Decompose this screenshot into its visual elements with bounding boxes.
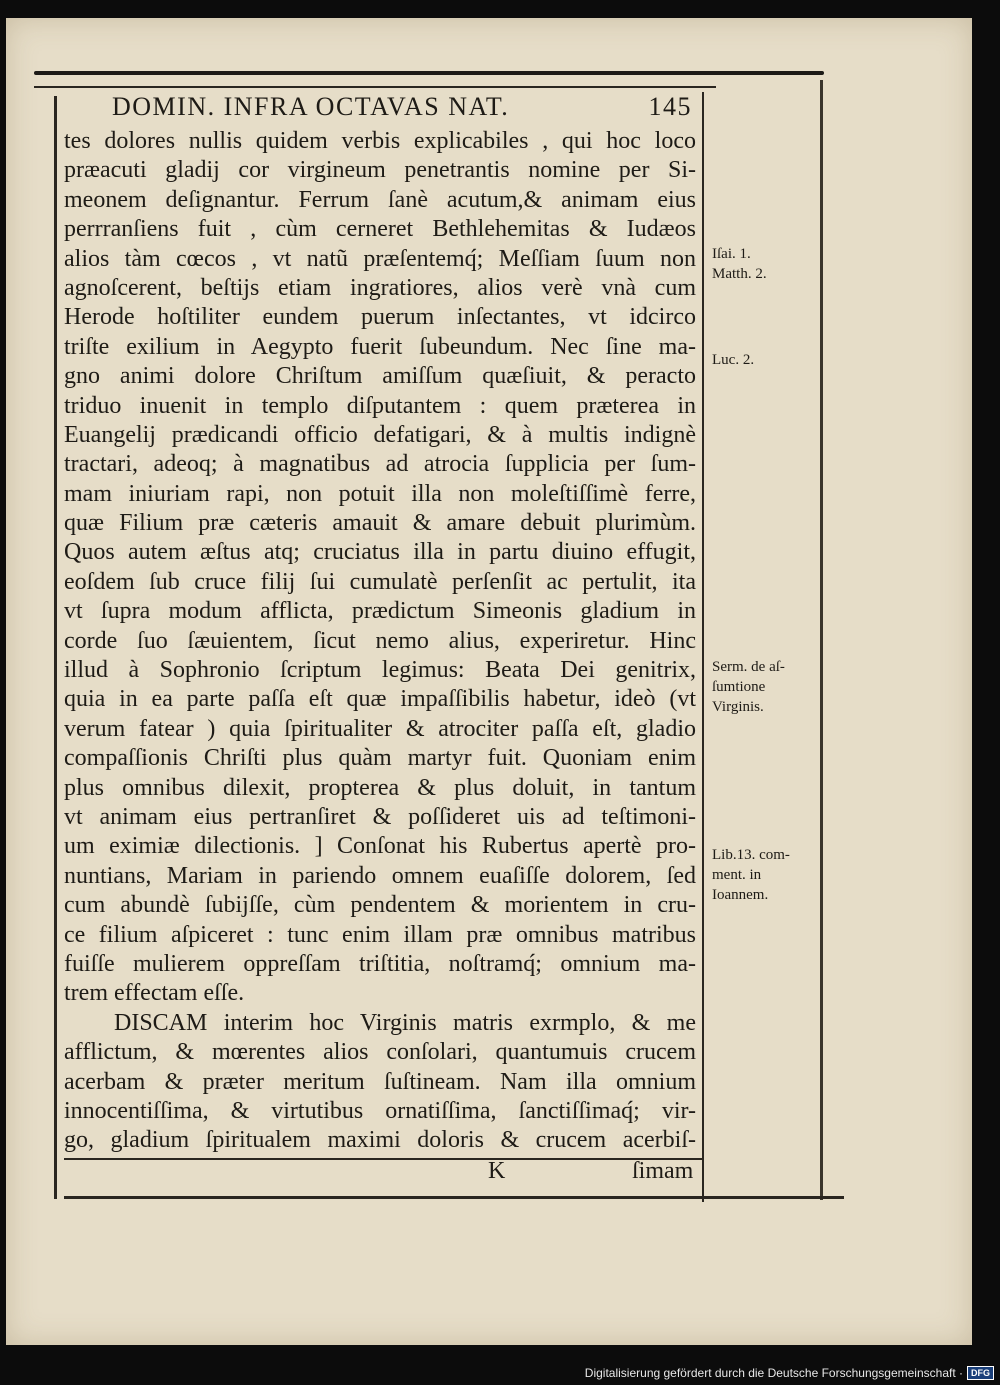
marginal-note-line: Ioannem. bbox=[712, 887, 769, 903]
footer-text: Digitalisierung gefördert durch die Deutsche Forschungsgemeinschaft · bbox=[584, 1366, 963, 1380]
text-line: tes dolores nullis quidem verbis explicabiles , qui hoc loco bbox=[64, 128, 696, 154]
text-line: eoſdem ſub cruce filij ſui cumulatè perſenſit ac pertulit, ita bbox=[64, 568, 696, 595]
text-line: um eximiæ dilectionis. ] Conſonat his Rubertus apertè pro- bbox=[64, 833, 696, 860]
running-title: DOMIN. INFRA OCTAVAS NAT. bbox=[112, 92, 510, 121]
left-border-rule bbox=[54, 96, 57, 1199]
text-column-right-rule bbox=[702, 92, 704, 1202]
running-header bbox=[112, 92, 692, 124]
text-line: acerbam & præter meritum ſuſtineam. Nam illa omnium bbox=[64, 1068, 696, 1095]
text-line: ce filium aſpiceret : tunc enim illam præ omnibus matribus bbox=[64, 921, 696, 948]
text-line: mam iniuriam rapi, non potuit illa non moleſtiſſimè ferre, bbox=[64, 480, 696, 507]
marginal-note-line: Matth. 2. bbox=[712, 266, 767, 282]
text-line: triduo inuenit in templo diſputantem : quem præterea in bbox=[64, 392, 696, 419]
marginal-note-line: Lib.13. com- bbox=[712, 847, 790, 863]
top-rule bbox=[34, 71, 824, 75]
marginal-note bbox=[712, 845, 822, 905]
text-line: alios tàm cœcos , vt natũ præſentemq́; Meſſiam ſuum non bbox=[64, 245, 696, 272]
text-line: compaſſionis Chriſti plus quàm martyr fuit. Quoniam enim bbox=[64, 745, 696, 772]
marginal-note-line: Luc. 2. bbox=[712, 352, 755, 368]
text-line: quia in ea parte paſſa eſt quæ impaſſibilis habetur, ideò (vt bbox=[64, 686, 696, 713]
text-line: gno animi dolore Chriſtum amiſſum quæſiuit, & peracto bbox=[64, 363, 696, 390]
marginal-note-line: Virginis. bbox=[712, 699, 764, 715]
catchword: ſimam bbox=[632, 1158, 694, 1184]
text-line: meonem deſignantur. Ferrum ſanè acutum,& animam eius bbox=[64, 186, 696, 213]
text-line: tractari, adeoq; à magnatibus ad atrocia ſupplicia per ſum- bbox=[64, 451, 696, 478]
marginal-note-line: ſumtione bbox=[712, 679, 766, 695]
marginal-note-line: Serm. de aſ- bbox=[712, 659, 785, 675]
bottom-border-rule bbox=[64, 1196, 844, 1199]
text-line: illud à Sophronio ſcriptum legimus: Beata Dei genitrix, bbox=[64, 657, 696, 684]
text-line: perrranſiens fuit , cùm cerneret Bethlehemitas & Iudæos bbox=[64, 216, 696, 243]
text-line: cum abundè ſubijſſe, cùm pendentem & morientem in cru- bbox=[64, 892, 696, 919]
text-line: corde ſuo ſæuientem, ſicut nemo alius, experiretur. Hinc bbox=[64, 627, 696, 654]
text-line: Quos autem æſtus atq; cruciatus illa in partu diuino effugit, bbox=[64, 539, 696, 566]
page-number: 145 bbox=[648, 92, 692, 121]
text-line: verum fatear ) quia ſpiritualiter & atrociter paſſa eſt, gladio bbox=[64, 715, 696, 742]
marginal-note-line: ment. in bbox=[712, 867, 762, 883]
header-rule bbox=[34, 86, 716, 88]
text-line: fuiſſe mulierem oppreſſam triſtitia, noſtramq́; omnium ma- bbox=[64, 950, 696, 977]
text-line: DISCAM interim hoc Virginis matris exrmplo, & me bbox=[114, 1009, 696, 1036]
text-line: nuntians, Mariam in pariendo omnem euaſiſſe dolorem, ſed bbox=[64, 862, 696, 889]
text-line: afflictum, & mœrentes alios conſolari, quantumuis crucem bbox=[64, 1039, 696, 1066]
marginal-note bbox=[712, 350, 822, 370]
text-line: Euangelij prædicandi officio defatigari, & à multis indignè bbox=[64, 421, 696, 448]
dfg-logo-icon: DFG bbox=[967, 1366, 994, 1380]
text-line: plus omnibus dilexit, propterea & plus doluit, in tantum bbox=[64, 774, 696, 801]
digitization-footer bbox=[585, 1366, 994, 1380]
marginal-note bbox=[712, 244, 822, 284]
marginal-note-line: Iſai. 1. bbox=[712, 246, 751, 262]
text-line: innocentiſſima, & virtutibus ornatiſſima, ſanctiſſimaq́; vir- bbox=[64, 1097, 696, 1124]
text-line: triſte exilium in Aegypto fuerit ſubeundum. Nec ſine ma- bbox=[64, 333, 696, 360]
text-line: præacuti gladij cor virgineum penetrantis nomine per Si- bbox=[64, 157, 696, 184]
body-text bbox=[64, 127, 696, 1156]
text-line: vt ſupra modum afflicta, prædictum Simeonis gladium in bbox=[64, 598, 696, 625]
text-line: go, gladium ſpiritualem maximi doloris & crucem acerbiſ- bbox=[64, 1127, 696, 1154]
text-line: Herode hoſtiliter eundem puerum inſectantes, vt idcirco bbox=[64, 304, 696, 331]
marginal-note bbox=[712, 657, 822, 717]
text-line: agnoſcerent, beſtijs etiam ingratiores, alios verè vnà cum bbox=[64, 274, 696, 301]
bottom-text-rule bbox=[64, 1158, 704, 1160]
text-line: trem effectam eſſe. bbox=[64, 980, 245, 1007]
signature-mark: K bbox=[488, 1158, 506, 1184]
text-line: quæ Filium præ cæteris amauit & amare debuit plurimùm. bbox=[64, 510, 696, 537]
text-line: vt animam eius pertranſiret & poſſideret uis ad teſtimoni- bbox=[64, 803, 696, 830]
